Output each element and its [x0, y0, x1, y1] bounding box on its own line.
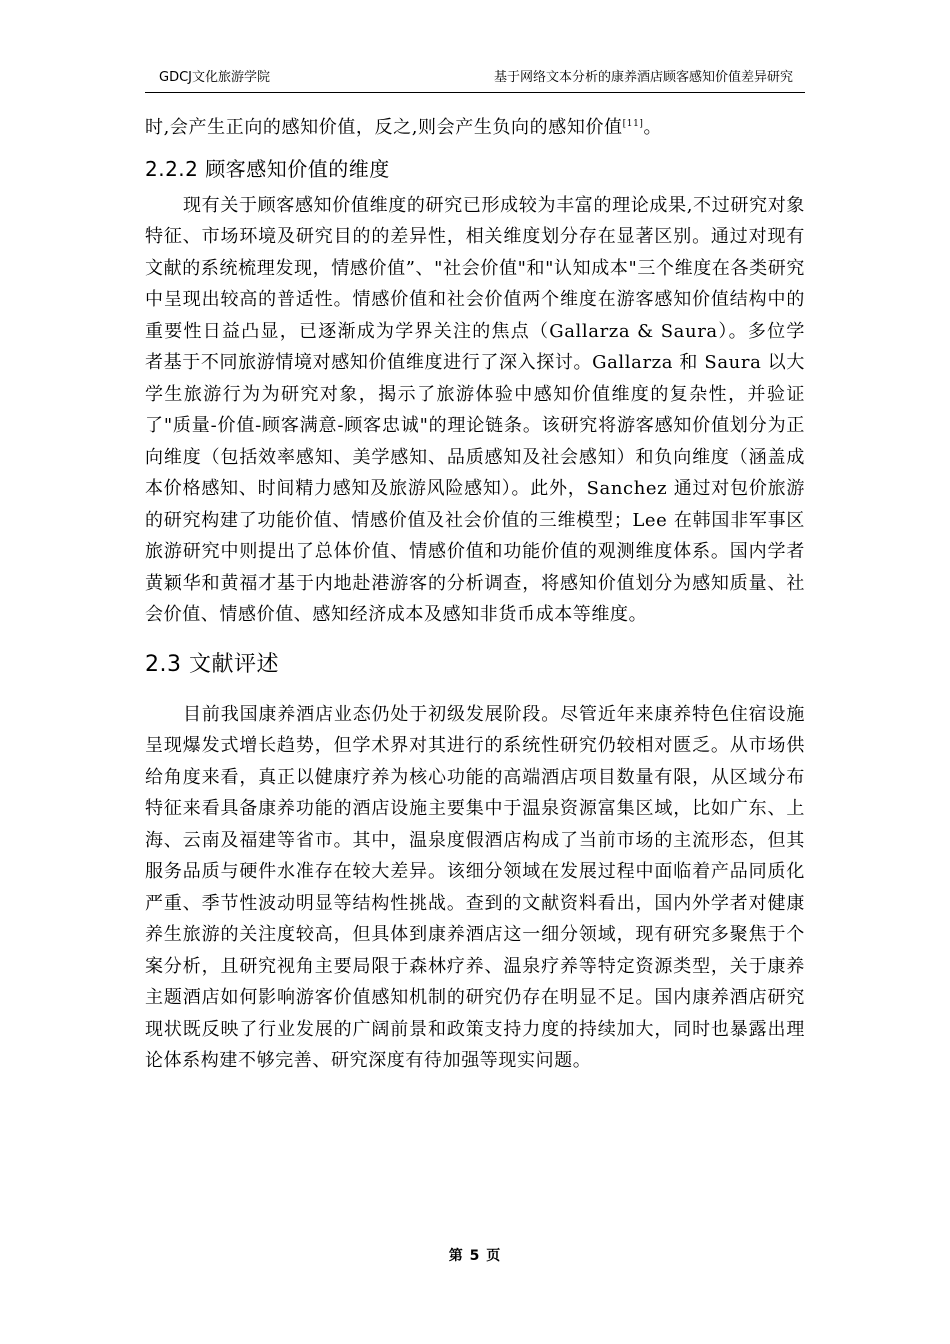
header-institution: GDCJ文化旅游学院: [159, 70, 270, 85]
page-number: 第 5 页: [448, 1248, 502, 1264]
intro-paragraph: [145, 112, 805, 144]
header-paper-title: 基于网络文本分析的康养酒店顾客感知价值差异研究: [493, 70, 793, 85]
intro-text: 时,会产生正向的感知价值，反之,则会产生负向的感知价值: [145, 117, 623, 138]
intro-end: 。: [643, 117, 663, 138]
page-body: [145, 112, 805, 1077]
section-heading-2-3: 2.3 文献评述: [145, 651, 279, 677]
section-heading-2-2-2: 2.2.2 顾客感知价值的维度: [145, 156, 390, 181]
section-2-3-paragraph: 目前我国康养酒店业态仍处于初级发展阶段。尽管近年来康养特色住宿设施呈现爆发式增长趋势，但学术界对其进行的系统性研究仍较相对匮乏。从市场供给角度来看，真正以健康疗养为核心功能的高端酒店项目数量有限，从区域分布特征来看具备康养功能的酒店设施主要集中于温泉资源富集区域，比如广东、上海、云南及福建等省市。其中，温泉度假酒店构成了当前市场的主流形态，但其服务品质与硬件水准存在较大差异。该细分领域在发展过程中面临着产品同质化严重、季节性波动明显等结构性挑战。查到的文献资料看出，国内外学者对健康养生旅游的关注度较高，但具体到康养酒店这一细分领域，现有研究多聚焦于个案分析，且研究视角主要局限于森林疗养、温泉疗养等特定资源类型，关于康养主题酒店如何影响游客价值感知机制的研究仍存在明显不足。国内康养酒店研究现状既反映了行业发展的广阔前景和政策支持力度的持续加大，同时也暴露出理论体系构建不够完善、研究深度有待加强等现实问题。: [145, 703, 805, 1071]
citation-ref: [11]: [622, 119, 644, 129]
page-header: [145, 62, 805, 93]
section-2-2-2-paragraph: 现有关于顾客感知价值维度的研究已形成较为丰富的理论成果,不过研究对象特征、市场环境及研究目的的差异性，相关维度划分存在显著区别。通过对现有文献的系统梳理发现，情感价值”、"社会价值"和"认知成本"三个维度在各类研究中呈现出较高的普适性。情感价值和社会价值两个维度在游客感知价值结构中的重要性日益凸显，已逐渐成为学界关注的焦点（Gallarza & Saura）。多位学者基于不同旅游情境对感知价值维度进行了深入探讨。Gallarza 和 Saura 以大学生旅游行为为研究对象，揭示了旅游体验中感知价值维度的复杂性，并验证了"质量-价值-顾客满意-顾客忠诚"的理论链条。该研究将游客感知价值划分为正向维度（包括效率感知、美学感知、品质感知及社会感知）和负向维度（涵盖成本价格感知、时间精力感知及旅游风险感知）。此外，Sanchez 通过对包价旅游的研究构建了功能价值、情感价值及社会价值的三维模型；Lee 在韩国非军事区旅游研究中则提出了总体价值、情感价值和功能价值的观测维度体系。国内学者黄颖华和黄福才基于内地赴港游客的分析调查，将感知价值划分为感知质量、社会价值、情感价值、感知经济成本及感知非货币成本等维度。: [145, 194, 805, 625]
